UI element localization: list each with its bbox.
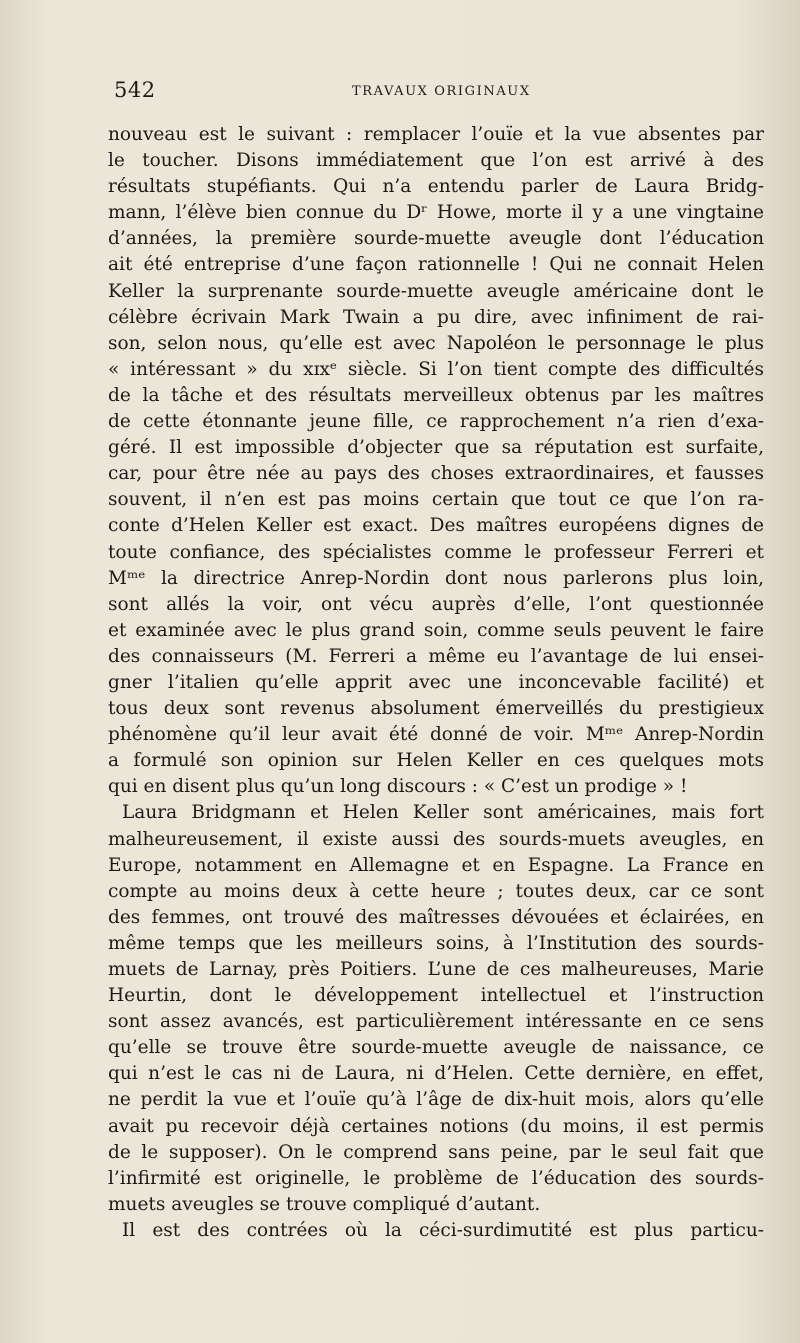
text-line: qui en disent plus qu’un long discours : « C’est un prodige » ! <box>108 776 688 798</box>
text-line: géré. Il est impossible d’objecter que sa réputation est surfaite, <box>108 437 764 459</box>
text-line: Il est des contrées où la céci-surdimutité est plus particu- <box>122 1219 764 1241</box>
text-line: muets aveugles se trouve compliqué d’autant. <box>108 1193 541 1215</box>
text-line: de la tâche et des résultats merveilleux obtenus par les maîtres <box>108 384 764 406</box>
text-line: conte d’Helen Keller est exact. Des maîtres européens dignes de <box>108 515 764 537</box>
text-line: son, selon nous, qu’elle est avec Napoléon le personnage le plus <box>108 332 764 354</box>
text-line: nouveau est le suivant : remplacer l’ouïe et la vue absentes par <box>108 124 764 145</box>
text-line: gner l’italien qu’elle apprit avec une inconcevable facilité) et <box>108 671 764 693</box>
text-line: Heurtin, dont le développement intellectuel et l’instruction <box>108 985 764 1007</box>
text-line: l’infirmité est originelle, le problème de l’éducation des sourds- <box>108 1167 764 1189</box>
text-line: toute confiance, des spécialistes comme le professeur Ferreri et <box>108 541 764 563</box>
text-line: Europe, notamment en Allemagne et en Espagne. La France en <box>108 854 764 876</box>
text-line: a formulé son opinion sur Helen Keller en ces quelques mots <box>108 750 764 772</box>
text-line: compte au moins deux à cette heure ; toutes deux, car ce sont <box>108 880 764 902</box>
text-line: Mᵐᵉ la directrice Anrep-Nordin dont nous parlerons plus loin, <box>108 567 764 589</box>
text-line: qu’elle se trouve être sourde-muette aveugle de naissance, ce <box>108 1037 764 1059</box>
text-line: célèbre écrivain Mark Twain a pu dire, avec infiniment de rai- <box>108 306 764 328</box>
text-line: car, pour être née au pays des choses extraordinaires, et fausses <box>108 463 764 485</box>
text-line: des connaisseurs (M. Ferreri a même eu l’avantage de lui ensei- <box>108 645 764 667</box>
body-text <box>108 122 764 1244</box>
text-line: des femmes, ont trouvé des maîtresses dévouées et éclairées, en <box>108 906 764 928</box>
text-line: même temps que les meilleurs soins, à l’Institution des sourds- <box>108 932 764 954</box>
text-line: mann, l’élève bien connue du Dʳ Howe, morte il y a une vingtaine <box>108 202 764 224</box>
text-line: résultats stupéfiants. Qui n’a entendu parler de Laura Bridg- <box>108 176 764 198</box>
text-line: ne perdit la vue et l’ouïe qu’à l’âge de dix-huit mois, alors qu’elle <box>108 1089 764 1111</box>
page-header <box>114 78 764 108</box>
page-number: 542 <box>114 78 156 102</box>
text-line: Laura Bridgmann et Helen Keller sont américaines, mais fort <box>122 802 764 824</box>
text-line: sont assez avancés, est particulièrement intéressante en ce sens <box>108 1011 764 1033</box>
text-line: de cette étonnante jeune fille, ce rapprochement n’a rien d’exa- <box>108 411 764 433</box>
text-line: « intéressant » du xɪxᵉ siècle. Si l’on tient compte des difficultés <box>108 358 764 380</box>
text-line: ait été entreprise d’une façon rationnelle ! Qui ne connait Helen <box>108 254 764 276</box>
text-line: qui n’est le cas ni de Laura, ni d’Helen. Cette dernière, en effet, <box>108 1063 764 1085</box>
running-head: TRAVAUX ORIGINAUX <box>352 84 531 99</box>
text-line: sont allés la voir, ont vécu auprès d’elle, l’ont questionnée <box>108 593 764 615</box>
text-line: souvent, il n’en est pas moins certain que tout ce que l’on ra- <box>108 489 764 511</box>
text-line: malheureusement, il existe aussi des sourds-muets aveugles, en <box>108 828 764 850</box>
text-line: Keller la surprenante sourde-muette aveugle américaine dont le <box>108 280 764 302</box>
text-line: muets de Larnay, près Poitiers. L’une de ces malheureuses, Marie <box>108 959 764 980</box>
text-line: tous deux sont revenus absolument émerveillés du prestigieux <box>108 698 764 720</box>
text-line: d’années, la première sourde-muette aveugle dont l’éducation <box>108 228 764 250</box>
text-line: le toucher. Disons immédiatement que l’on est arrivé à des <box>108 150 764 172</box>
text-line: de le supposer). On le comprend sans peine, par le seul fait que <box>108 1141 764 1163</box>
text-line: et examinée avec le plus grand soin, comme seuls peuvent le faire <box>108 619 764 641</box>
text-line: phénomène qu’il leur avait été donné de voir. Mᵐᵉ Anrep-Nordin <box>108 724 764 746</box>
text-line: avait pu recevoir déjà certaines notions (du moins, il est permis <box>108 1115 764 1137</box>
